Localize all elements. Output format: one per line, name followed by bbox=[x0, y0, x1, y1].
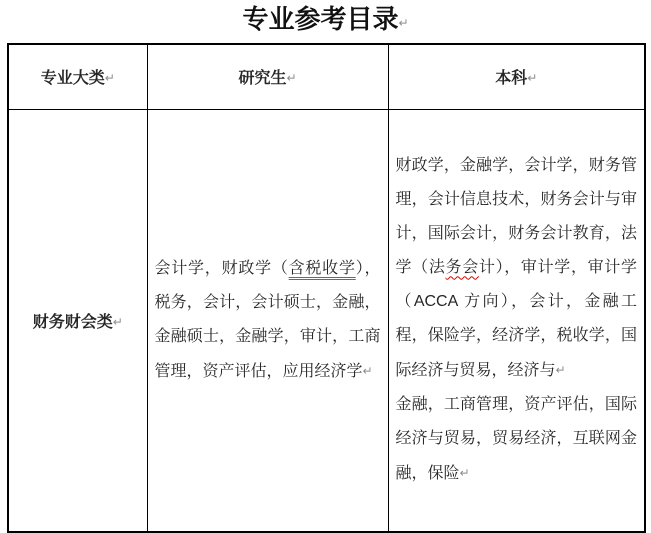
paragraph-mark-icon: ↵ bbox=[286, 71, 297, 86]
cell-undergraduate-majors bbox=[388, 109, 645, 532]
paragraph-mark-icon: ↵ bbox=[362, 363, 373, 378]
undergraduate-majors-paragraph bbox=[389, 149, 645, 491]
undergraduate-text: 财政学，金融学，会计学，财务管理，会计信息技术，财务会计与审计，国际会计，财务会计教育，法学（法 bbox=[395, 157, 637, 277]
page-title bbox=[0, 3, 651, 39]
title-text: 专业参考目录 bbox=[242, 4, 399, 34]
grammar-flagged-text: 含税收学 bbox=[288, 259, 356, 277]
graduate-text: ），税务，会计，会计硕士，金融，金融硕士，金融学，审计，工商管理，资产评估，应用经济学 bbox=[154, 259, 381, 380]
document-page bbox=[0, 3, 651, 533]
spellcheck-flagged-text: 务会 bbox=[445, 259, 479, 277]
undergraduate-text: 金融，工商管理，资产评估，国际经济与贸易，贸易经济，互联网金融，保险 bbox=[395, 396, 637, 483]
paragraph-mark-icon: ↵ bbox=[459, 466, 470, 481]
cell-major-category bbox=[8, 109, 147, 532]
paragraph-mark-icon: ↵ bbox=[104, 71, 115, 86]
category-label: 财务财会类 bbox=[32, 313, 113, 331]
table-header-row bbox=[8, 44, 645, 109]
graduate-majors-paragraph bbox=[148, 252, 388, 389]
header-major-category bbox=[8, 44, 147, 109]
header-graduate bbox=[147, 44, 388, 109]
graduate-text: 会计学，财政学（ bbox=[154, 259, 289, 277]
cell-graduate-majors bbox=[147, 109, 388, 532]
header-undergraduate bbox=[388, 44, 645, 109]
line-break-mark-icon: ↵ bbox=[555, 363, 566, 378]
paragraph-mark-icon: ↵ bbox=[398, 16, 409, 30]
header-label: 本科 bbox=[495, 70, 528, 88]
header-label: 研究生 bbox=[238, 70, 287, 88]
undergraduate-text: 计），审计学，审计学（ACCA 方向），会计，金融工程，保险学，经济学，税收学，国际经济与贸易，经济与 bbox=[395, 259, 637, 380]
paragraph-mark-icon: ↵ bbox=[527, 71, 538, 86]
major-reference-table bbox=[7, 43, 646, 533]
header-label: 专业大类 bbox=[40, 70, 105, 88]
table-row bbox=[8, 109, 645, 532]
paragraph-mark-icon: ↵ bbox=[112, 314, 123, 329]
